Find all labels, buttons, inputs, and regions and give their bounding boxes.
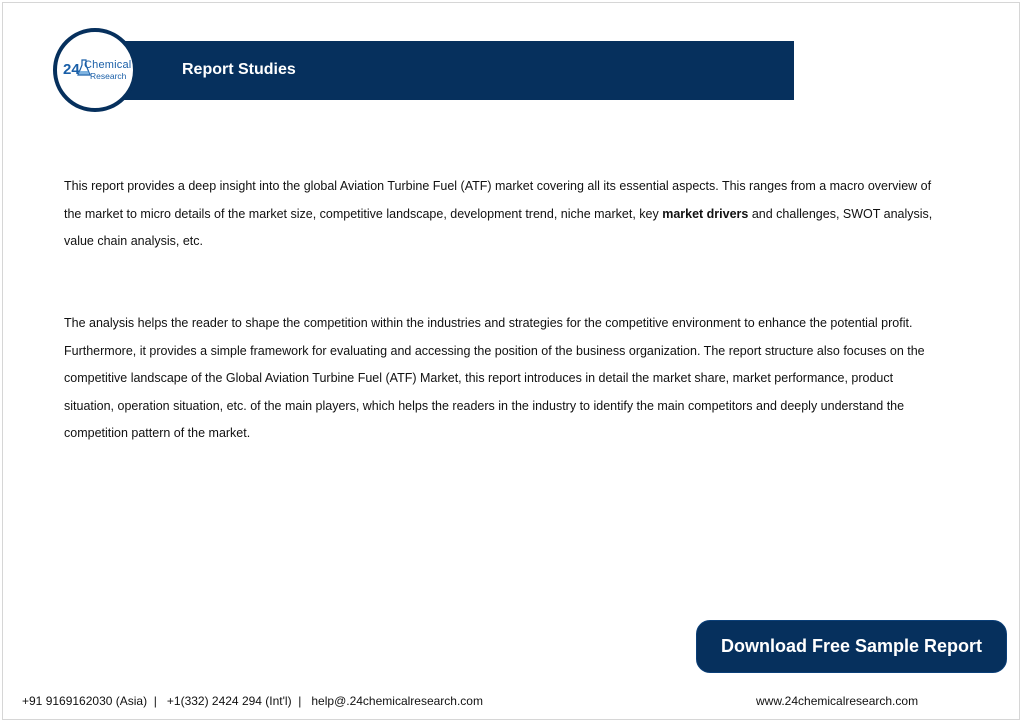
brand-logo [53, 28, 137, 112]
header-banner [100, 41, 794, 100]
logo-text-research: Research [90, 71, 127, 81]
download-sample-button[interactable]: Download Free Sample Report [696, 620, 1007, 673]
analysis-text: The analysis helps the reader to shape the competition within the industries and strategies for the competitive environment to enhance the potential profit. Furthermore, it provides a simple framework for evaluating and accessing the position of the business organization. The report structure also focuses on the competitive landscape of the Global Aviation Turbine Fuel (ATF) Market, this report introduces in detail the market share, market performance, product situation, operation situation, etc. of the main players, which helps the readers in the industry to identify the main competitors and deeply understand the competition pattern of the market. [64, 316, 925, 440]
intro-text-end: and challenges, SWOT analysis, value chain analysis, etc. [64, 206, 933, 248]
analysis-paragraph [64, 310, 934, 448]
logo-number: 24 [63, 61, 80, 78]
footer-contact: +91 9169162030 (Asia) | +1(332) 2424 294 (Int'l) | help@.24chemicalresearch.com [22, 694, 483, 708]
intro-paragraph [64, 173, 934, 256]
logo-text-chemical: Chemical [84, 59, 132, 71]
page-title: Report Studies [182, 61, 296, 78]
logo-mark [61, 56, 133, 82]
intro-text-start: This report provides a deep insight into the global Aviation Turbine Fuel (ATF) market covering all its essential aspects. This ranges from a macro overview of the market to micro details of the market size, competitive landscape, development trend, niche market, key [64, 179, 932, 221]
footer-website-link[interactable]: www.24chemicalresearch.com [756, 694, 919, 708]
intro-text-bold: market drivers [662, 206, 749, 221]
